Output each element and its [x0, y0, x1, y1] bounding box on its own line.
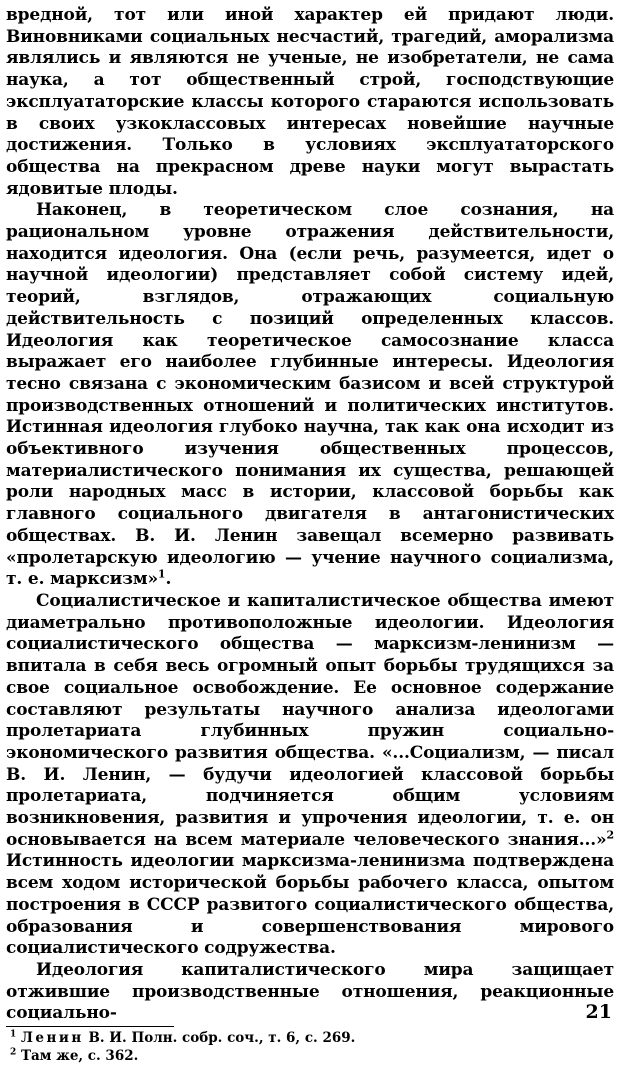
paragraph-2	[6, 200, 614, 591]
footnote-1-mark: 1	[10, 1029, 17, 1040]
paragraph-1-text: вредной, тот или иной характер ей придают люди. Виновниками социальных несчастий, трагедий, аморализма являлись и являются не ученые, не изобретатели, не сама наука, а тот общественный строй, господствующие эксплуататорские классы которого стараются использовать в своих узкоклассовых интересах новейшие научные достижения. Только в условиях эксплуататорского общества на прекрасном древе науки могут вырастать ядовитые плоды.	[6, 5, 614, 199]
paragraph-3	[6, 591, 614, 960]
footnotes	[6, 1029, 614, 1065]
footnote-1	[6, 1029, 614, 1047]
paragraph-2-tail: .	[165, 569, 172, 590]
body-text	[6, 5, 614, 1025]
footnote-2	[6, 1047, 614, 1065]
paragraph-3-tail: Истинность идеологии марксизма-ленинизма подтверждена всем ходом исторической борьбы рабочего класса, опытом построения в СССР развитого социалистического общества, образования и совершенствования мирового социалистического содружества.	[6, 851, 614, 959]
footnote-divider	[6, 1026, 174, 1027]
footnote-1-author: Ленин	[20, 1030, 84, 1047]
footnote-ref-1[interactable]: 1	[157, 567, 166, 581]
footnote-2-text: Там же, с. 362.	[20, 1048, 139, 1065]
paragraph-3-text: Социалистическое и капиталистическое общества имеют диаметрально противоположные идеологии. Идеология социалистического общества — марксизм-ленинизм — впитала в себя весь огромный опыт борьбы трудящихся за свое социальное освобождение. Ее основное содержание составляют результаты научного анализа идеологами пролетариата глубинных пружин социально-экономического развития общества. «...Социализм, — писал В. И. Ленин, — будучи идеологией классовой борьбы пролетариата, подчиняется общим условиям возникновения, развития и упрочения идеологии, т. е. он основывается на всем материале человеческого знания...»	[6, 590, 614, 850]
paragraph-4	[6, 960, 614, 1025]
footnote-1-text: В. И. Полн. собр. соч., т. 6, с. 269.	[83, 1030, 356, 1047]
footnote-ref-2[interactable]: 2	[606, 828, 614, 842]
paragraph-1	[6, 5, 614, 200]
page-number: 21	[585, 1001, 612, 1023]
footnote-2-mark: 2	[10, 1047, 17, 1058]
paragraph-2-text: Наконец, в теоретическом слое сознания, на рациональном уровне отражения действительности, находится идеология. Она (если речь, разумеется, идет о научной идеологии) представляет собой систему идей, теорий, взглядов, отражающих социальную действительность с позиций определенных классов. Идеология как теоретическое самосознание класса выражает его наиболее глубинные интересы. Идеология тесно связана с экономическим базисом и всей структурой производственных отношений и политических институтов. Истинная идеология глубоко научна, так как она исходит из объективного изучения общественных процессов, материалистического понимания их существа, решающей роли народных масс в истории, классовой борьбы как главного социального двигателя в антагонистических обществах. В. И. Ленин завещал всемерно развивать «пролетарскую идеологию — учение научного социализма, т. е. марксизм»	[6, 200, 614, 590]
paragraph-4-text: Идеология капиталистического мира защищает отжившие производственные отношения, реакционные социально-	[6, 959, 614, 1024]
